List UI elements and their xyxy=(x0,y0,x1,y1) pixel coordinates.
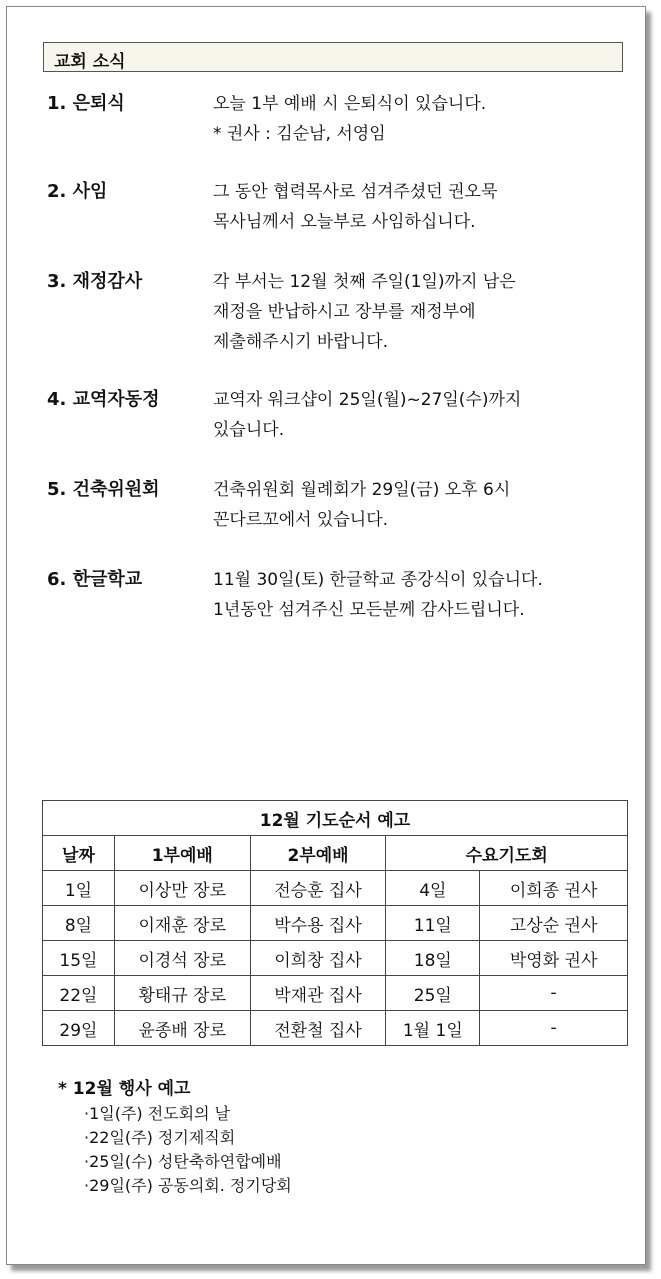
table-cell: 윤종배 장로 xyxy=(114,1011,250,1046)
news-item-line: 그 동안 협력목사로 섬겨주셨던 권오묵 xyxy=(213,182,498,202)
news-item-body xyxy=(213,177,497,237)
news-item-line: * 권사 : 김순남, 서영임 xyxy=(213,124,386,144)
table-row xyxy=(43,871,628,906)
table-cell: 22일 xyxy=(43,976,115,1011)
news-item-body xyxy=(213,267,516,357)
news-item-line: 꼰다르꼬에서 있습니다. xyxy=(213,510,389,530)
table-cell: - xyxy=(480,976,628,1011)
column-header: 2부예배 xyxy=(250,836,386,871)
list-item: ·22일(주) 정기제직회 xyxy=(84,1128,236,1147)
news-item-line: 1년동안 섬겨주신 모든분께 감사드립니다. xyxy=(213,600,525,620)
table-header-row xyxy=(43,836,628,871)
news-item-line: 교역자 워크샵이 25일(월)~27일(수)까지 xyxy=(213,390,522,410)
prayer-schedule-table xyxy=(42,800,628,1046)
table-cell: 전환철 집사 xyxy=(250,1011,386,1046)
news-item-line: 있습니다. xyxy=(213,420,285,440)
events-list xyxy=(84,1102,292,1198)
table-cell: 15일 xyxy=(43,941,115,976)
table-cell: 25일 xyxy=(386,976,480,1011)
table-cell: 황태규 장로 xyxy=(114,976,250,1011)
table-cell: 11일 xyxy=(386,906,480,941)
column-header: 1부예배 xyxy=(114,836,250,871)
news-item-title: 4. 교역자동정 xyxy=(47,389,160,410)
table-cell: 8일 xyxy=(43,906,115,941)
news-item-line: 목사님께서 오늘부로 사임하십니다. xyxy=(213,212,476,232)
table-cell: 박수용 집사 xyxy=(250,906,386,941)
table-cell: 1월 1일 xyxy=(386,1011,480,1046)
table-cell: 고상순 권사 xyxy=(480,906,628,941)
list-item: ·1일(주) 전도회의 날 xyxy=(84,1104,231,1123)
news-item-title: 1. 은퇴식 xyxy=(47,93,125,114)
table-cell: 이희창 집사 xyxy=(250,941,386,976)
table-cell: 18일 xyxy=(386,941,480,976)
table-cell: 1일 xyxy=(43,871,115,906)
news-item-body xyxy=(213,475,510,535)
table-row xyxy=(43,941,628,976)
news-item-line: 오늘 1부 예배 시 은퇴식이 있습니다. xyxy=(213,94,487,114)
table-cell: 이희종 권사 xyxy=(480,871,628,906)
table-row xyxy=(43,1011,628,1046)
news-item-title: 3. 재정감사 xyxy=(47,271,143,292)
table-cell: 이경석 장로 xyxy=(114,941,250,976)
news-item-line: 건축위원회 월례회가 29일(금) 오후 6시 xyxy=(213,480,511,500)
table-cell: 박영화 권사 xyxy=(480,941,628,976)
december-events xyxy=(58,1076,292,1198)
table-cell: 박재관 집사 xyxy=(250,976,386,1011)
table-row xyxy=(43,976,628,1011)
news-item-line: 제출해주시기 바랍니다. xyxy=(213,332,389,352)
list-item: ·29일(주) 공동의회. 정기당회 xyxy=(84,1176,292,1195)
table-cell: 이재훈 장로 xyxy=(114,906,250,941)
table-row xyxy=(43,906,628,941)
list-item: ·25일(수) 성탄축하연합예배 xyxy=(84,1152,282,1171)
table-cell: 전승훈 집사 xyxy=(250,871,386,906)
table-cell: 4일 xyxy=(386,871,480,906)
news-item-body xyxy=(213,385,521,445)
table-title-row xyxy=(43,801,628,836)
table-cell: - xyxy=(480,1011,628,1046)
news-item-line: 각 부서는 12월 첫째 주일(1일)까지 남은 xyxy=(213,272,516,292)
news-item-title: 5. 건축위원회 xyxy=(47,479,160,500)
column-header: 날짜 xyxy=(43,836,115,871)
column-header: 수요기도회 xyxy=(386,836,628,871)
news-item-line: 11월 30일(토) 한글학교 종강식이 있습니다. xyxy=(213,570,543,590)
table-cell: 이상만 장로 xyxy=(114,871,250,906)
news-item-title: 2. 사임 xyxy=(47,181,108,202)
news-item-body xyxy=(213,565,543,625)
table-title: 12월 기도순서 예고 xyxy=(43,801,628,836)
news-item-line: 재정을 반납하시고 장부를 재정부에 xyxy=(213,302,476,322)
table-cell: 29일 xyxy=(43,1011,115,1046)
section-title: 교회 소식 xyxy=(54,52,126,72)
section-header xyxy=(43,42,623,72)
news-item-body xyxy=(213,89,486,149)
news-item-title: 6. 한글학교 xyxy=(47,569,143,590)
events-title: * 12월 행사 예고 xyxy=(58,1079,191,1099)
